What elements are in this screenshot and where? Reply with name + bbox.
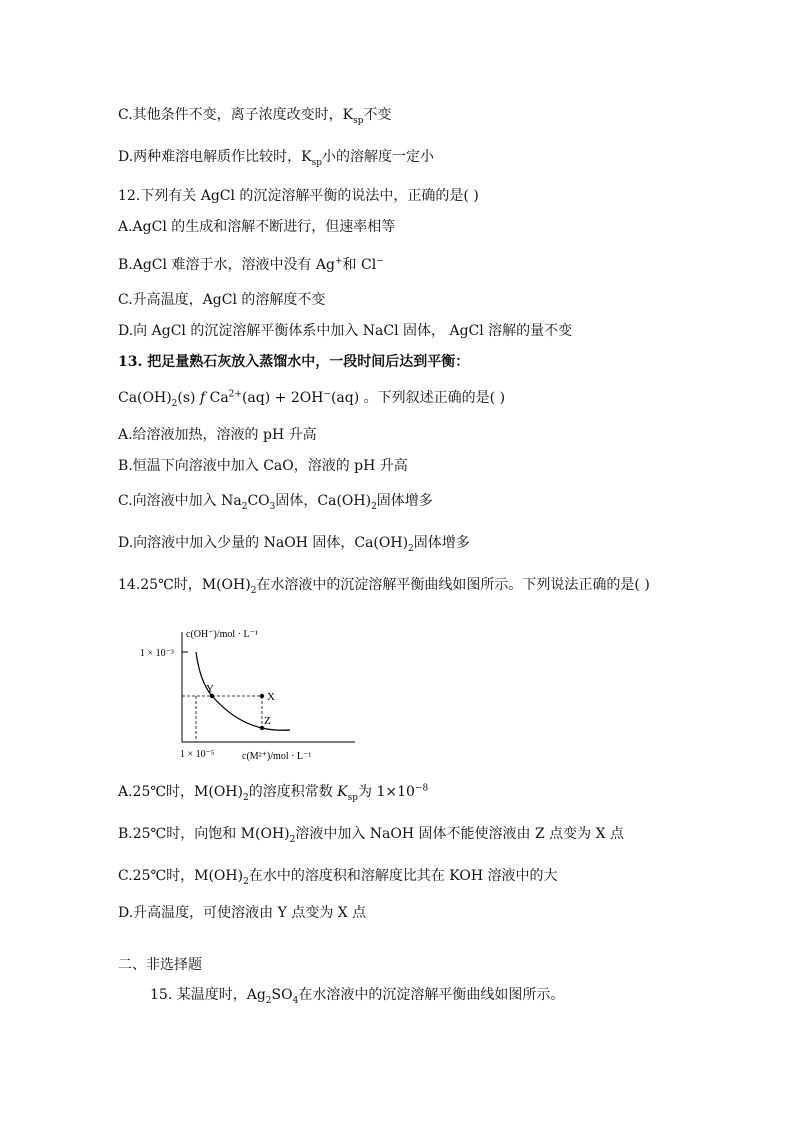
q13-equation: $Ca(OH)_2(s)$ f $Ca^{2+}(aq) + 2OH^-(aq)$ 。下列叙述正确的是( ) — [118, 389, 506, 409]
q12-option-d: D.向 AgCl 的沉淀溶解平衡体系中加入 NaCl 固体， AgCl 溶解的量不变 — [118, 323, 573, 339]
q13-option-c: C.向溶液中加入 $Na_2CO_3$固体，$Ca(OH)_2$固体增多 — [118, 493, 433, 512]
q13-option-b: B.恒温下向溶液中加入 CaO，溶液的 pH 升高 — [118, 458, 408, 474]
q15-stem: 15. 某温度时，$Ag_2SO_4$在水溶液中的沉淀溶解平衡曲线如图所示。 — [150, 987, 565, 1006]
q14-stem: 14.25℃时，$M(OH)_2$在水溶液中的沉淀溶解平衡曲线如图所示。下列说法正确的是( ) — [118, 577, 650, 596]
section-title: 二、非选择题 — [118, 957, 202, 973]
q11-option-d: D.两种难溶电解质作比较时，$K_{sp}$小的溶解度一定小 — [118, 149, 435, 168]
point-x — [260, 694, 264, 698]
q14-option-d: D.升高温度，可使溶液由 Y 点变为 X 点 — [118, 905, 367, 921]
q14-option-b: B.25℃时，向饱和 $M(OH)_2$溶液中加入 NaOH 固体不能使溶液由 Z 点变为 X 点 — [118, 826, 625, 845]
q13-option-a: A.给溶液加热，溶液的 pH 升高 — [118, 427, 317, 443]
q14-chart — [130, 622, 380, 767]
q12-option-a: A.AgCl 的生成和溶解不断进行，但速率相等 — [118, 219, 396, 235]
y-axis-label: c(OH⁻)/mol · L⁻¹ — [186, 629, 258, 640]
x-tick-label: 1 × 10⁻⁵ — [180, 749, 215, 760]
point-z-label: Z — [264, 715, 271, 727]
x-axis-label: c(M²⁺)/mol · L⁻¹ — [242, 751, 312, 762]
q13-option-d: D.向溶液中加入少量的 NaOH 固体，$Ca(OH)_2$固体增多 — [118, 535, 470, 554]
q14-option-a: A.25℃时，$M(OH)_2$的溶度积常数 $K_{sp}$为 $1\times 10^{-8}$ — [118, 783, 429, 803]
y-tick-label: 1 × 10⁻³ — [140, 648, 174, 659]
q13-stem: 13. 把足量熟石灰放入蒸馏水中，一段时间后达到平衡： — [118, 354, 470, 370]
q12-option-b: B.AgCl 难溶于水，溶液中没有 Ag+和 Cl− — [118, 256, 384, 273]
point-x-label: X — [267, 691, 275, 703]
q14-option-c: C.25℃时，$M(OH)_2$在水中的溶度积和溶解度比其在 KOH 溶液中的大 — [118, 868, 558, 887]
q12-stem: 12.下列有关 AgCl 的沉淀溶解平衡的说法中，正确的是( ) — [118, 188, 479, 204]
q11-option-c: C.其他条件不变，离子浓度改变时，$K_{sp}$不变 — [118, 107, 392, 126]
point-y-label: Y — [206, 683, 214, 695]
q12-option-c: C.升高温度，AgCl 的溶解度不变 — [118, 292, 326, 308]
